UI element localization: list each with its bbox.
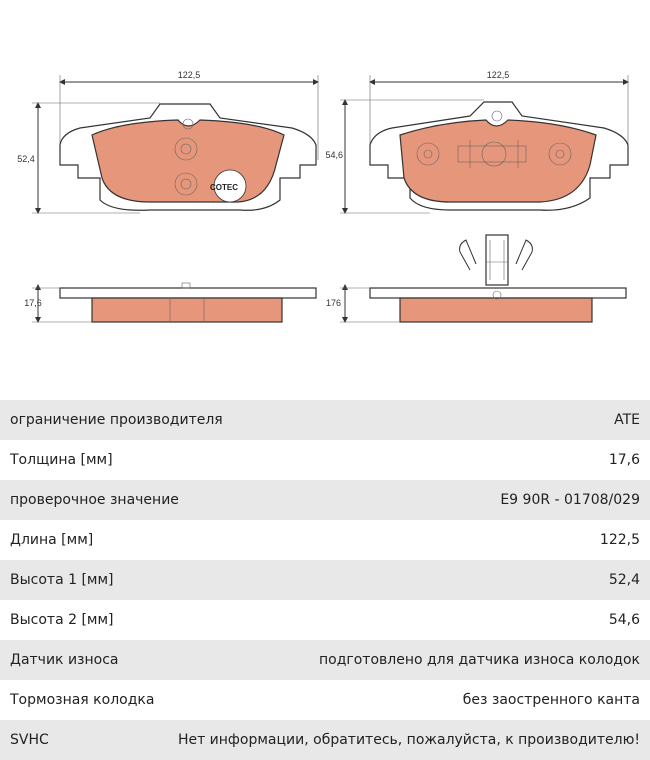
spec-label: Длина [мм] [10,532,94,548]
spec-row [0,440,650,480]
spec-value: 54,6 [608,612,640,628]
left-pad-front-view [17,70,318,213]
spec-label: Тормозная колодка [10,692,155,708]
right-pad-front-view [325,70,628,213]
spec-value: 17,6 [608,452,640,468]
cotec-logo: COTEC [210,183,238,192]
right-thickness-label: 176 [325,298,341,308]
spec-value: ATE [614,412,640,428]
spec-label: Высота 2 [мм] [10,612,114,628]
left-width-label: 122,5 [177,70,201,80]
right-height-label: 54,6 [325,150,343,160]
spec-row [0,480,650,520]
spec-value: E9 90R - 01708/029 [500,492,640,508]
left-pad-side-view [24,283,316,322]
right-pad-side-view [326,235,626,322]
spec-row [0,720,650,760]
spec-value: Нет информации, обратитесь, пожалуйста, к производителю! [177,732,640,748]
left-height-label: 52,4 [17,154,35,164]
spec-row [0,600,650,640]
spec-value: 122,5 [599,532,640,548]
spec-label: Толщина [мм] [10,452,113,468]
spec-label: Высота 1 [мм] [10,572,114,588]
left-thickness-label: 17,6 [24,298,42,308]
spec-label: Датчик износа [10,652,119,668]
spec-value: без заостренного канта [462,692,640,708]
specs-table [0,400,650,760]
spec-value: 52,4 [608,572,640,588]
spec-row [0,680,650,720]
spec-label: ограничение производителя [10,412,223,428]
spec-row [0,560,650,600]
spec-row [0,520,650,560]
spec-label: проверочное значение [10,492,179,508]
spec-label: SVHC [10,732,49,748]
spec-value: подготовлено для датчика износа колодок [318,652,640,668]
right-width-label: 122,5 [486,70,510,80]
spec-row [0,400,650,440]
spec-row [0,640,650,680]
